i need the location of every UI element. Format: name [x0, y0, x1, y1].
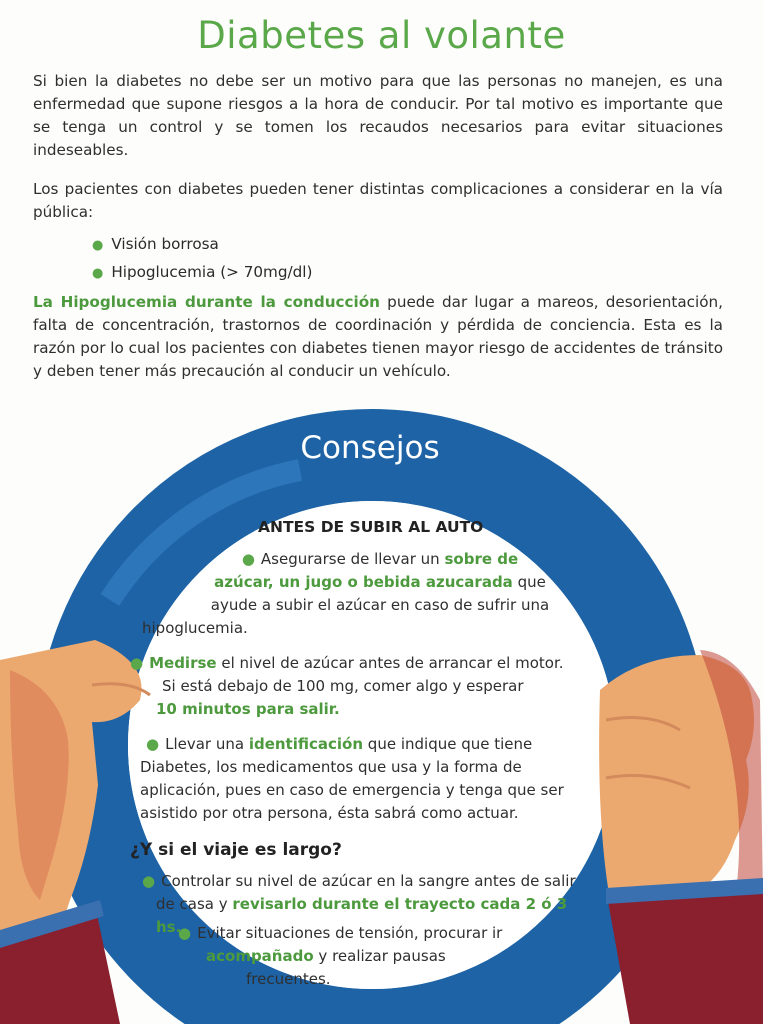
bullet-icon: ● [142, 872, 156, 890]
list-item: ● Hipoglucemia (> 70mg/dl) [92, 263, 313, 281]
consejos-title: Consejos [300, 430, 440, 466]
bullet-icon: ● [92, 238, 104, 253]
section-heading-long-trip: ¿Y si el viaje es largo? [130, 840, 342, 860]
page-title: Diabetes al volante [197, 14, 566, 57]
tip-1: ● Asegurarse de llevar un sobre de azúcar, un jugo o bebida azucarada que ayude a subir el azúcar en caso de sufrir una [210, 550, 550, 614]
tip-3: ● Llevar una identificación que indique que tiene Diabetes, los medicamentos que usa y la forma de aplicación, pues en caso de emergencia y tenga que ser asistido por otra persona, ésta sabrá como actuar. [140, 735, 564, 822]
bullet-icon: ● [241, 550, 255, 568]
tip-4: ● Controlar su nivel de azúcar en la sangre antes de salir de casa y revisarlo durante el trayecto cada 2 ó 3 hs. [142, 872, 576, 936]
complications-list [92, 231, 312, 287]
intro-paragraph-3: La Hipoglucemia durante la conducción puede dar lugar a mareos, desorientación, falta de concentración, trastornos de coordinación y pérdida de conciencia. Esta es la razón por lo cual los pacientes con diabetes tienen mayor riesgo de accidentes de tránsito y deben tener más precaución al conducir un vehículo. [33, 293, 723, 380]
right-hand-icon [599, 650, 763, 1024]
tip-1-end: hipoglucemia. [142, 619, 248, 637]
highlight-text: La Hipoglucemia durante la conducción [33, 293, 380, 311]
bullet-icon: ● [146, 735, 160, 753]
bullet-icon: ● [178, 924, 192, 942]
section-heading-before: ANTES DE SUBIR AL AUTO [258, 518, 484, 536]
intro-paragraph-2: Los pacientes con diabetes pueden tener distintas complicaciones a considerar en la vía pública: [33, 180, 723, 221]
bullet-icon: ● [92, 266, 104, 281]
tip-2: ● Medirse el nivel de azúcar antes de arrancar el motor. Si está debajo de 100 mg, comer algo y esperar 10 minutos para salir. [130, 654, 564, 718]
list-item: ● Visión borrosa [92, 235, 219, 253]
intro-paragraph-1: Si bien la diabetes no debe ser un motivo para que las personas no manejen, es una enfermedad que supone riesgos a la hora de conducir. Por tal motivo es importante que se tenga un control y se tomen los recaudos necesarios para evitar situaciones indeseables. [33, 72, 723, 159]
bullet-icon: ● [130, 654, 144, 672]
tip-5: ● Evitar situaciones de tensión, procurar ir acompañado y realizar pausas frecuentes. [178, 924, 503, 988]
